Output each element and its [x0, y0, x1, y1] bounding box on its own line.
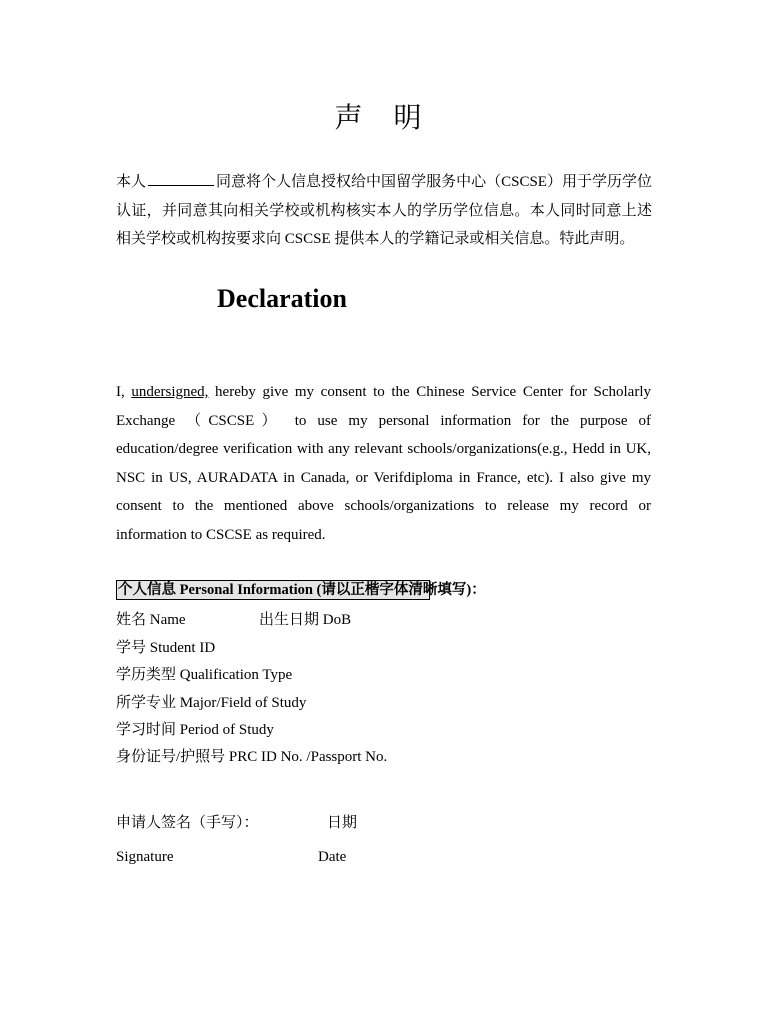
- en-paragraph-rest: hereby give my consent to the Chinese Service Center for Scholarly Exchange （CSCSE） to use my personal information for the purpose of education/degree verification with any relevant schools/organizations(e.g., Hedd in UK, NSC in US, AURADATA in Canada, or Verifdiploma in France, etc). I also give my consent to the mentioned above schools/organizations to release my record or information to CSCSE as required.: [116, 384, 651, 543]
- cn-paragraph-lead: 本人: [116, 174, 147, 190]
- cn-title: 声 明: [334, 103, 434, 134]
- name-blank-line: [148, 173, 214, 186]
- qualification-field-label: 学历类型 Qualification Type: [116, 667, 293, 683]
- en-paragraph-undersigned: undersigned,: [131, 384, 209, 400]
- cn-paragraph-rest: 同意将个人信息授权给中国留学服务中心（CSCSE）用于学历学位认证，并同意其向相关学校或机构核实本人的学历学位信息。本人同时同意上述相关学校或机构按要求向 CSCSE 提供本人的学籍记录或相关信息。特此声明。: [116, 174, 652, 247]
- dob-field-label: 出生日期 DoB: [259, 612, 352, 628]
- date-label-cn: 日期: [327, 815, 358, 831]
- en-paragraph-i: I,: [116, 384, 125, 400]
- major-field-label: 所学专业 Major/Field of Study: [116, 695, 307, 711]
- personal-info-header: 个人信息 Personal Information (请以正楷字体清晰填写)：: [118, 582, 486, 598]
- signature-label-en: Signature: [116, 849, 174, 865]
- cn-declaration-paragraph: [116, 168, 652, 254]
- signature-label-cn: 申请人签名（手写）：: [116, 815, 259, 831]
- en-declaration-paragraph: [116, 378, 651, 549]
- date-label-en: Date: [318, 849, 347, 865]
- id-number-field-label: 身份证号/护照号 PRC ID No. /Passport No.: [116, 749, 388, 765]
- name-field-label: 姓名 Name: [116, 612, 186, 628]
- student-id-field-label: 学号 Student ID: [116, 640, 216, 656]
- en-title: Declaration: [217, 284, 347, 313]
- period-field-label: 学习时间 Period of Study: [116, 722, 274, 738]
